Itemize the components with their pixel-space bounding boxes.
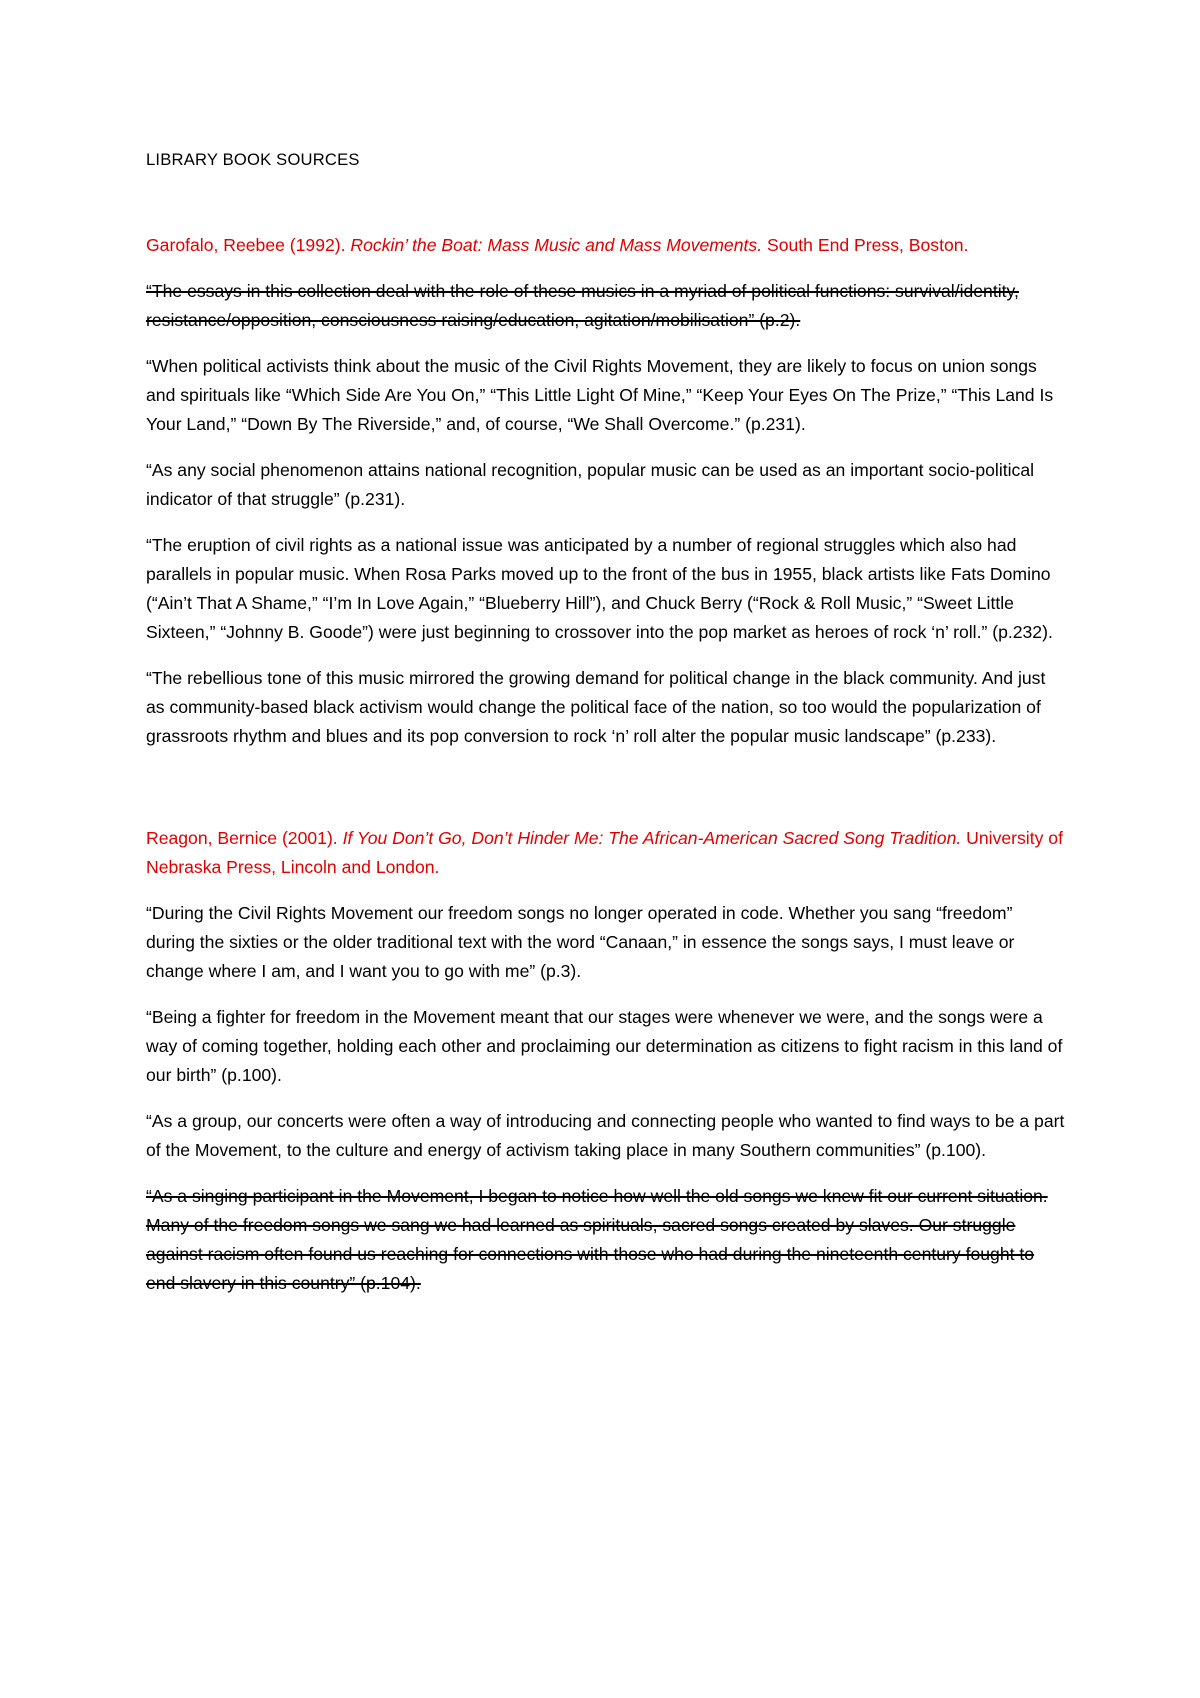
source-garofalo: [146, 231, 1066, 751]
quote: “During the Civil Rights Movement our freedom songs no longer operated in code. Whether you sang “freedom” during the sixties or the older traditional text with the word “Canaan,” in essence the songs says, I must leave or change where I am, and I want you to go with me” (p.3).: [146, 903, 1015, 981]
citation-publisher: South End Press, Boston.: [766, 235, 969, 255]
document-body: [146, 145, 1066, 1315]
document-heading: LIBRARY BOOK SOURCES: [146, 150, 360, 169]
quote: “The rebellious tone of this music mirrored the growing demand for political change in the black community. And just as community-based black activism would change the political face of the nation, so too would the popularization of grassroots rhythm and blues and its pop conversion to rock ‘n’ roll alter the popular music landscape” (p.233).: [146, 668, 1046, 746]
source-reagon: [146, 824, 1066, 1298]
citation-author: Reagon, Bernice (2001).: [146, 828, 338, 848]
quote-struck-through: “As a singing participant in the Movement, I began to notice how well the old songs we knew fit our current situation. Many of the freedom songs we sang we had learned as spirituals, sacred songs created by slaves. Our struggle against racism often found us reaching for connections with those who had during the nineteenth century fought to end slavery in this country” (p.104).: [146, 1186, 1048, 1293]
quote: “As a group, our concerts were often a way of introducing and connecting people who wanted to find ways to be a part of the Movement, to the culture and energy of activism taking place in many Southern communities” (p.100).: [146, 1111, 1065, 1160]
quote-struck-through: “The essays in this collection deal with the role of these musics in a myriad of political functions: survival/identity, resistance/opposition, consciousness raising/education, agitation/mobilisation” (p.2).: [146, 281, 1019, 330]
citation-title: Rockin’ the Boat: Mass Music and Mass Movements.: [350, 235, 763, 255]
citation-author: Garofalo, Reebee (1992).: [146, 235, 346, 255]
quote: “The eruption of civil rights as a national issue was anticipated by a number of regional struggles which also had parallels in popular music. When Rosa Parks moved up to the front of the bus in 1955, black artists like Fats Domino (“Ain’t That A Shame,” “I’m In Love Again,” “Blueberry Hill”), and Chuck Berry (“Rock & Roll Music,” “Sweet Little Sixteen,” “Johnny B. Goode”) were just beginning to crossover into the pop market as heroes of rock ‘n’ roll.” (p.232).: [146, 535, 1053, 642]
source-citation: [146, 824, 1066, 882]
source-citation: [146, 231, 1066, 260]
citation-title: If You Don’t Go, Don’t Hinder Me: The African-American Sacred Song Tradition.: [342, 828, 962, 848]
section-spacer: [146, 768, 1066, 824]
quote: “Being a fighter for freedom in the Movement meant that our stages were whenever we were, and the songs were a way of coming together, holding each other and proclaiming our determination as citizens to fight racism in this land of our birth” (p.100).: [146, 1007, 1063, 1085]
citation-publisher: University of Nebraska Press, Lincoln and London.: [146, 828, 1063, 877]
quote: “When political activists think about the music of the Civil Rights Movement, they are likely to focus on union songs and spirituals like “Which Side Are You On,” “This Little Light Of Mine,” “Keep Your Eyes On The Prize,” “This Land Is Your Land,” “Down By The Riverside,” and, of course, “We Shall Overcome.” (p.231).: [146, 356, 1054, 434]
quote: “As any social phenomenon attains national recognition, popular music can be used as an important socio-political indicator of that struggle” (p.231).: [146, 460, 1035, 509]
